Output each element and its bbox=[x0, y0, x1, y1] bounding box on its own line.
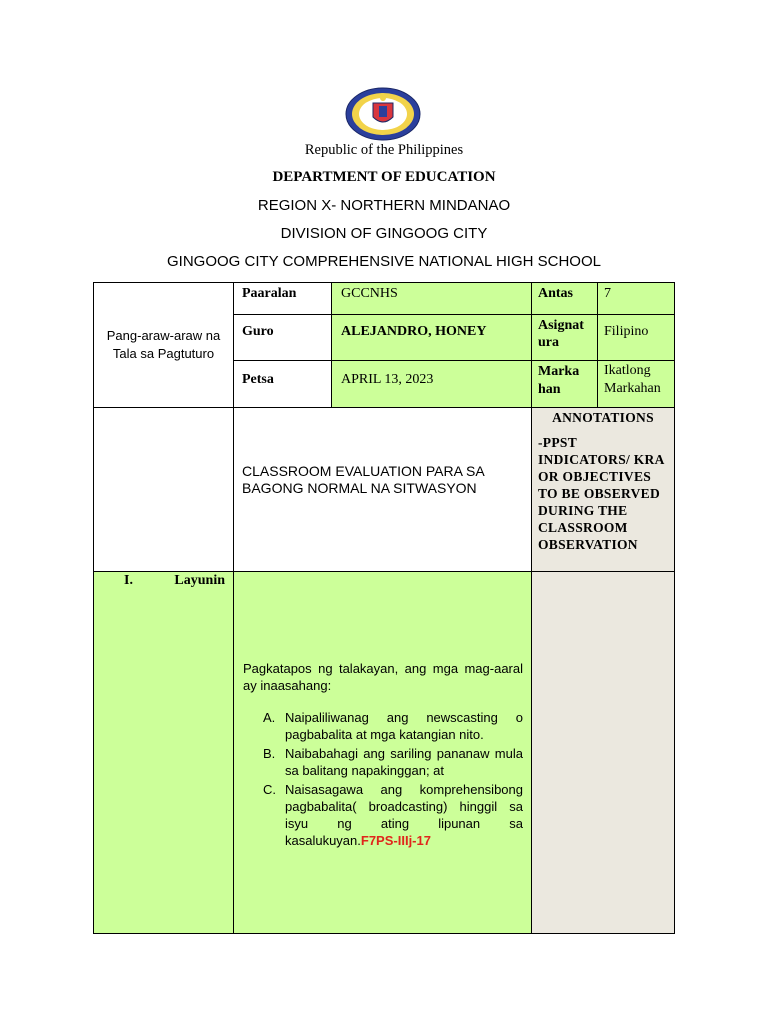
republic-heading: Republic of the Philippines bbox=[304, 142, 464, 158]
paaralan-label-cell bbox=[233, 282, 332, 315]
objective-item-c: C. Naisasagawa ang komprehensibong pagbabalita( broadcasting) hinggil sa isyu ng ating lipunan sa kasalukuyan.F7PS-IIIj-17 bbox=[263, 782, 523, 848]
layunin-content-cell bbox=[233, 571, 532, 934]
markahan-label: Marka han bbox=[538, 364, 580, 397]
antas-value-cell bbox=[597, 282, 675, 315]
evaluation-title: CLASSROOM EVALUATION PARA SA BAGONG NORMAL NA SITWASYON bbox=[242, 463, 484, 496]
petsa-label-cell bbox=[233, 360, 332, 408]
layunin-annotation-cell bbox=[531, 571, 675, 934]
document-type-label: Pang-araw-araw na Tala sa Pagtuturo bbox=[106, 328, 221, 361]
evaluation-title-cell bbox=[233, 407, 532, 572]
guro-label: Guro bbox=[242, 324, 274, 339]
layunin-intro: Pagkatapos ng talakayan, ang mga mag-aaral ay inaasahang: bbox=[243, 661, 523, 693]
asignatura-value-cell bbox=[597, 314, 675, 361]
markahan-label-cell bbox=[531, 360, 598, 408]
region-heading: REGION X- NORTHERN MINDANAO bbox=[257, 197, 511, 214]
guro-label-cell bbox=[233, 314, 332, 361]
petsa-value: APRIL 13, 2023 bbox=[341, 372, 434, 387]
asignatura-label: Asignat ura bbox=[538, 318, 584, 350]
layunin-label: Layunin bbox=[174, 573, 225, 588]
layunin-label-cell bbox=[93, 571, 234, 934]
department-heading: DEPARTMENT OF EDUCATION bbox=[272, 169, 496, 185]
deped-seal-logo bbox=[344, 86, 422, 142]
layunin-number: I. bbox=[124, 573, 133, 588]
annotations-body: -PPST INDICATORS/ KRA OR OBJECTIVES TO BE OBSERVED DURING THE CLASSROOM OBSERVATION bbox=[538, 435, 664, 552]
annotations-title: ANNOTATIONS bbox=[552, 410, 654, 425]
paaralan-label: Paaralan bbox=[242, 286, 297, 301]
asignatura-value: Filipino bbox=[604, 324, 649, 339]
division-heading: DIVISION OF GINGOOG CITY bbox=[280, 225, 488, 242]
guro-value-cell bbox=[331, 314, 532, 361]
paaralan-value-cell bbox=[331, 282, 532, 315]
objectives-list bbox=[243, 709, 523, 849]
antas-label: Antas bbox=[538, 286, 574, 301]
paaralan-value: GCCNHS bbox=[341, 286, 398, 301]
guro-value: ALEJANDRO, HONEY bbox=[341, 324, 487, 339]
markahan-value: Ikatlong Markahan bbox=[604, 363, 661, 396]
document-type-cell bbox=[93, 282, 234, 408]
evaluation-blank-cell bbox=[93, 407, 234, 572]
petsa-value-cell bbox=[331, 360, 532, 408]
competency-code: F7PS-IIIj-17 bbox=[360, 833, 431, 848]
school-heading: GINGOOG CITY COMPREHENSIVE NATIONAL HIGH SCHOOL bbox=[167, 253, 601, 270]
antas-value: 7 bbox=[604, 286, 611, 301]
antas-label-cell bbox=[531, 282, 598, 315]
annotations-cell bbox=[531, 407, 675, 572]
asignatura-label-cell bbox=[531, 314, 598, 361]
objective-item-b: B. Naibabahagi ang sariling pananaw mula sa balitang napakinggan; at bbox=[263, 746, 523, 778]
markahan-value-cell bbox=[597, 360, 675, 408]
objective-item-a: A. Naipaliliwanag ang newscasting o pagbabalita at mga katangian nito. bbox=[263, 710, 523, 742]
petsa-label: Petsa bbox=[242, 372, 274, 387]
